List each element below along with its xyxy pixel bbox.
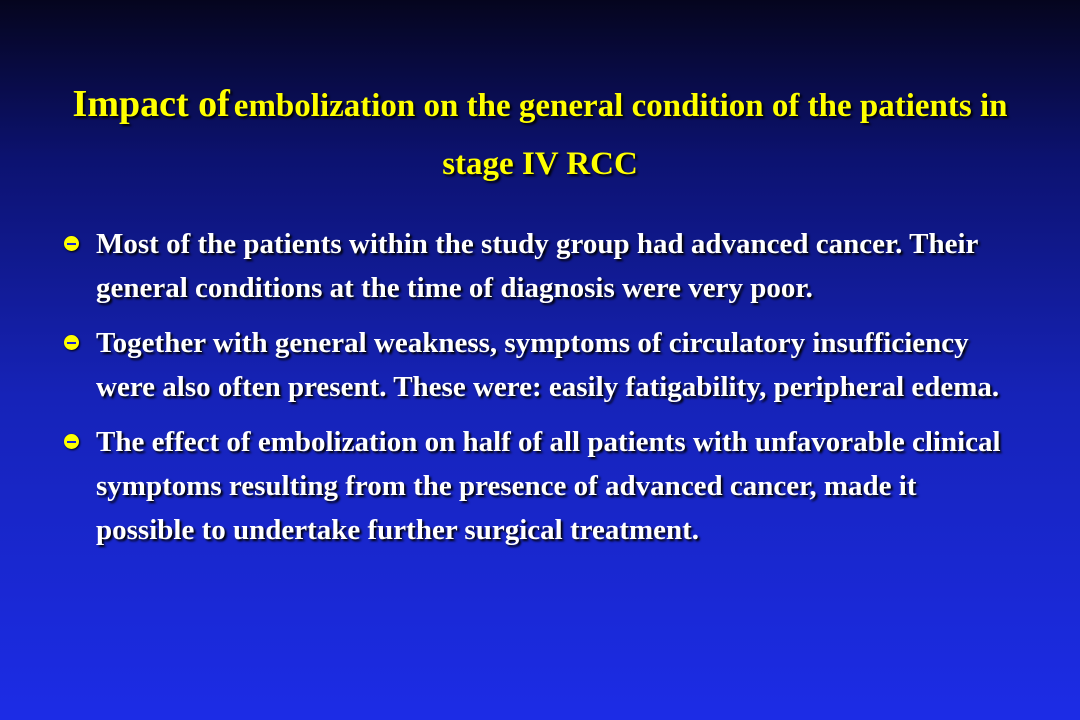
circle-minus-icon [64,335,79,350]
circle-minus-icon [64,236,79,251]
bullet-list [60,222,1020,563]
bullet-text: Together with general weakness, symptoms of circulatory insufficiency were also often present. These were: easily fatigability, peripheral edema. [96,327,1000,403]
bullet-text: The effect of embolization on half of all patients with unfavorable clinical symptoms resulting from the presence of advanced cancer, made it possible to undertake further surgical treatment. [96,426,1001,546]
bullet-item [60,321,1020,409]
slide-title-rest: embolization on the general condition of the patients in stage IV RCC [233,88,1008,182]
bullet-text: Most of the patients within the study group had advanced cancer. Their general conditions at the time of diagnosis were very poor. [96,228,978,304]
slide-title [40,78,1040,196]
bullet-item [60,420,1020,552]
circle-minus-icon [64,434,79,449]
bullet-item [60,222,1020,310]
slide-title-lead: Impact of [72,83,230,125]
